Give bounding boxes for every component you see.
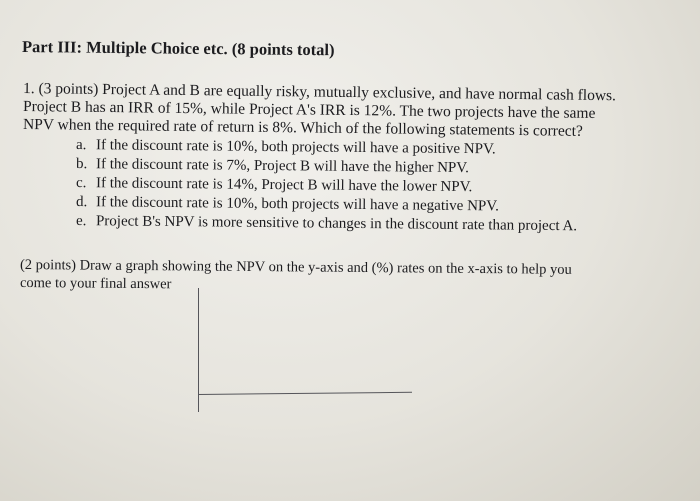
option-c-text: If the discount rate is 14%, Project B will have the lower NPV. xyxy=(95,175,473,196)
question-1-line-3: NPV when the required rate of return is 8%. Which of the following statements is correct? xyxy=(22,116,583,140)
option-a-text: If the discount rate is 10%, both projects will have a positive NPV. xyxy=(95,137,496,158)
option-b-text: If the discount rate is 7%, Project B will have the higher NPV. xyxy=(95,156,470,177)
option-d-text: If the discount rate is 10%, both projects will have a negative NPV. xyxy=(95,194,500,215)
option-c-letter: c. xyxy=(75,175,87,192)
question-1-line-1: 1. (3 points) Project A and B are equally risky, mutually exclusive, and have normal cash flows. xyxy=(22,80,617,105)
option-e-letter: e. xyxy=(75,213,87,230)
question-1-line-2: Project B has an IRR of 15%, while Project A's IRR is 12%. The two projects have the same xyxy=(22,98,596,122)
section-heading: Part III: Multiple Choice etc. (8 points total) xyxy=(21,37,335,60)
question-2-line-1: (2 points) Draw a graph showing the NPV on the y-axis and (%) rates on the x-axis to help you xyxy=(19,257,572,278)
question-2-line-2: come to your final answer xyxy=(19,275,172,293)
option-a-letter: a. xyxy=(75,137,87,154)
option-d-letter: d. xyxy=(75,194,88,211)
option-e-text: Project B's NPV is more sensitive to changes in the discount rate than project A. xyxy=(95,213,578,235)
option-b-letter: b. xyxy=(75,156,88,173)
graph-x-axis-line xyxy=(198,392,412,395)
option-e xyxy=(76,212,577,235)
